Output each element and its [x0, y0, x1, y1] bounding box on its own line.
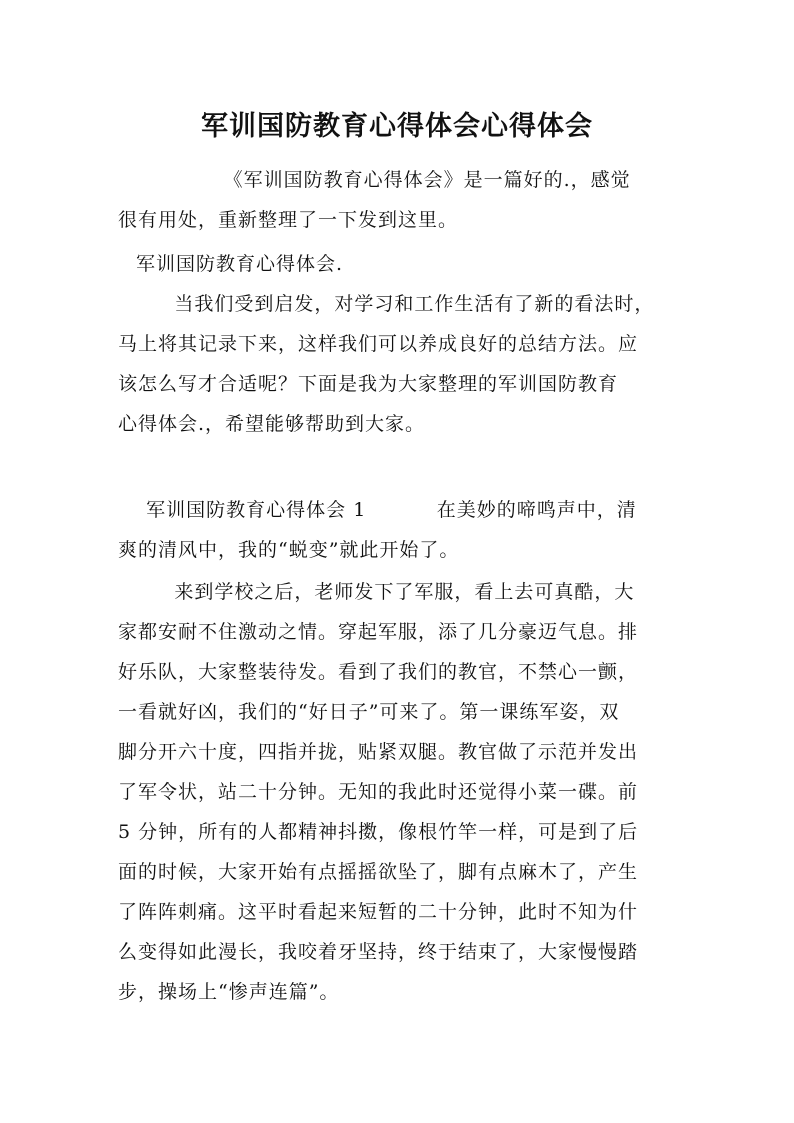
essay-body-paragraph: 来到学校之后，老师发下了军服，看上去可真酷，大 家都安耐不住激动之情。穿起军服，添了几分豪迈气息。排 好乐队，大家整装待发。看到了我们的教官，不禁心一颤， 一看就好凶，我们的“好日子”可来了。第一课练军姿，双 脚分开六十度，四指并拢，贴紧双腿。教官做了示范并发出 了军令状，站二十分钟。无知的我此时还觉得小菜一碟。前 5 分钟，所有的人都精神抖擞，像根竹竿一样，可是到了后 面的时候，大家开始有点摇摇欲坠了，脚有点麻木了，产生 了阵阵刺痛。这平时看起来短暂的二十分钟，此时不知为什 么变得如此漫长，我咬着牙坚持，终于结束了，大家慢慢踏 步，操场上“惨声连篇”。	[118, 581, 639, 1003]
summary-paragraph: 当我们受到启发，对学习和工作生活有了新的看法时， 马上将其记录下来，这样我们可以养成良好的总结方法。应 该怎么写才合适呢？下面是我为大家整理的军训国防教育 心得体会.，希望能够帮助到大家。	[118, 293, 655, 435]
intro-paragraph: 《军训国防教育心得体会》是一篇好的.，感觉 很有用处，重新整理了一下发到这里。	[118, 169, 631, 231]
essay-heading-paragraph: 军训国防教育心得体会 1 在美妙的啼鸣声中，清 爽的清风中，我的“蜕变”就此开始了。	[118, 499, 637, 561]
document-title: 军训国防教育心得体会心得体会	[201, 111, 593, 142]
subheading-paragraph: 军训国防教育心得体会.	[136, 253, 344, 275]
